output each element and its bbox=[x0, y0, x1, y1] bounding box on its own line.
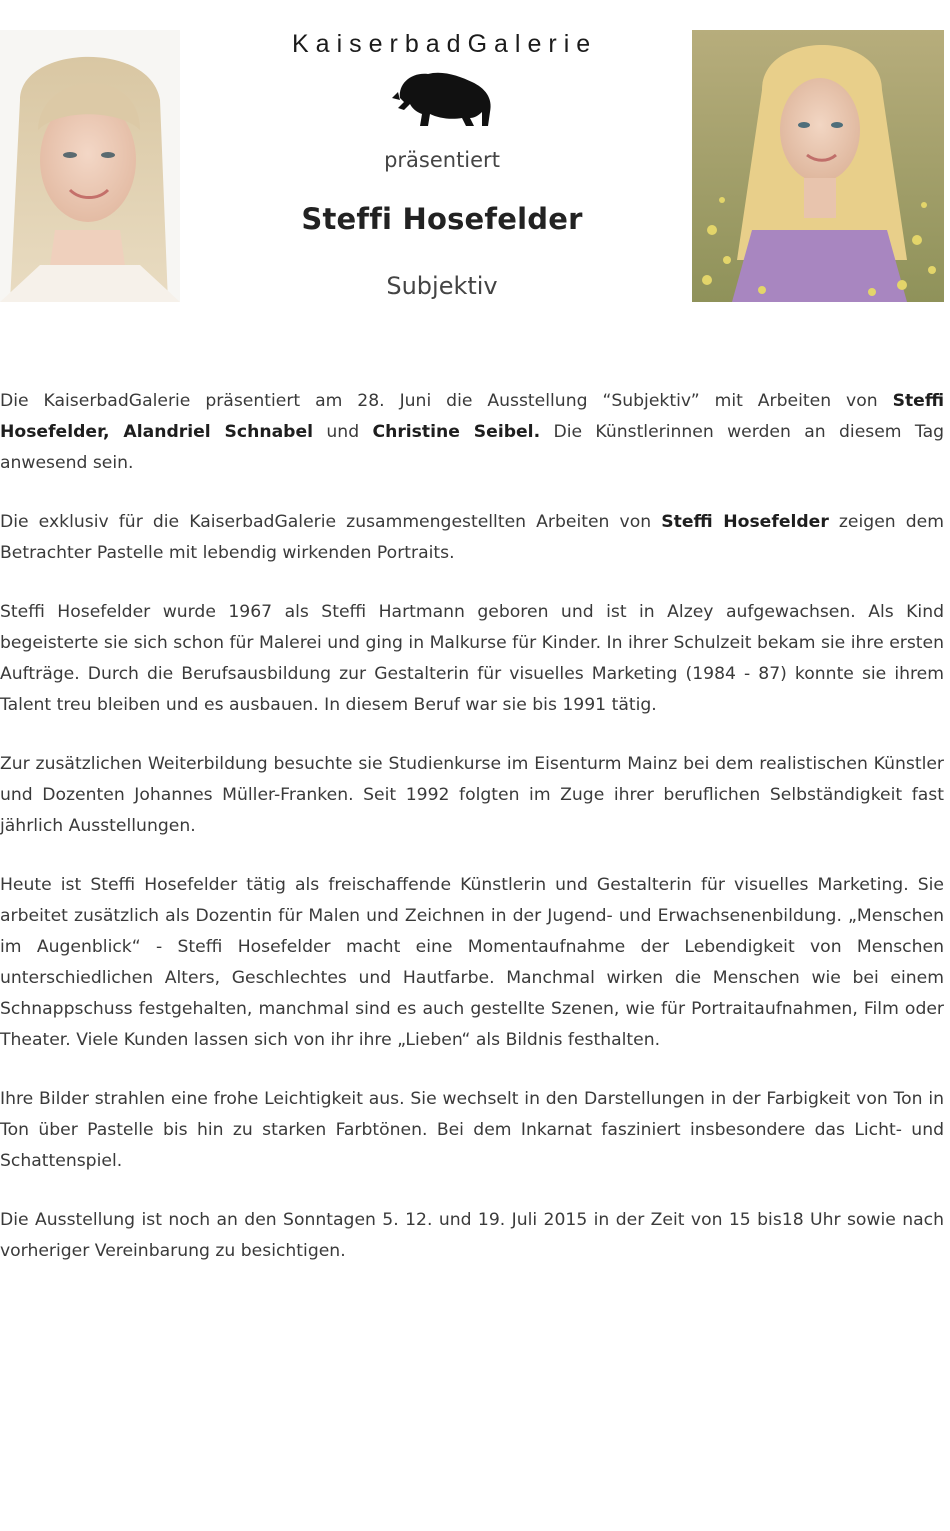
artist-name-bold: Steffi Hosefelder bbox=[661, 512, 829, 532]
artist-name-heading: Steffi Hosefelder bbox=[301, 202, 583, 236]
gallery-brand-name: KaiserbadGalerie bbox=[292, 30, 598, 58]
exclusive-text-1: Die exklusiv für die KaiserbadGalerie zusammengestellten Arbeiten von bbox=[0, 512, 662, 532]
paragraph-training: Zur zusätzlichen Weiterbildung besuchte sie Studienkurse im Eisenturm Mainz bei dem realistischen Künstler und Dozenten Johannes Müller-Franken. Seit 1992 folgten im Zuge ihrer beruflichen Selbständigkeit fast jährlich Ausstellungen. bbox=[0, 754, 944, 836]
artist-portrait-illustration bbox=[0, 30, 180, 302]
intro-text-1: Die KaiserbadGalerie präsentiert am 28. Juni die Ausstellung “Subjektiv” mit Arbeiten von bbox=[0, 391, 893, 411]
paragraph-style: Ihre Bilder strahlen eine frohe Leichtigkeit aus. Sie wechselt in den Darstellungen in der Farbigkeit von Ton in Ton über Pastelle bis hin zu starken Farbtönen. Bei dem Inkarnat fasziniert insbesondere das Licht- und Schattenspiel. bbox=[0, 1089, 944, 1171]
paragraph-current-work: Heute ist Steffi Hosefelder tätig als freischaffende Künstlerin und Gestalterin für visuelles Marketing. Sie arbeitet zusätzlich als Dozentin für Malen und Zeichnen in der Jugend- und Erwachsenenbildung. „Menschen im Augenblick“ - Steffi Hosefelder macht eine Momentaufnahme der Lebendigkeit von Menschen unterschiedlichen Alters, Geschlechtes und Hautfarbe. Manchmal wirken die Menschen wie bei einem Schnappschuss festgehalten, manchmal sind es auch gestellte Szenen, wie für Portraitaufnahmen, Film oder Theater. Viele Kunden lassen sich von ihr ihre „Lieben“ als Bildnis festhalten. bbox=[0, 875, 944, 1050]
artists-names-bold: Steffi Hosefelder, Alandriel Schnabel bbox=[0, 391, 944, 442]
lion-logo-icon bbox=[390, 68, 496, 130]
intro-text-2: und bbox=[313, 422, 373, 442]
artist-name-bold: Christine Seibel. bbox=[372, 422, 541, 442]
paragraph-intro bbox=[0, 386, 944, 479]
paragraph-exclusive bbox=[0, 507, 944, 569]
painting-image bbox=[692, 30, 944, 302]
paragraph-dates: Die Ausstellung ist noch an den Sonntagen 5. 12. und 19. Juli 2015 in der Zeit von 15 bis18 Uhr sowie nach vorheriger Vereinbarung zu besichtigen. bbox=[0, 1210, 944, 1261]
exclusive-text-2: zeigen dem Betrachter Pastelle mit lebendig wirkenden Portraits. bbox=[0, 512, 944, 563]
painting-illustration bbox=[692, 30, 944, 302]
paragraph-biography: Steffi Hosefelder wurde 1967 als Steffi Hartmann geboren und ist in Alzey aufgewachsen. Als Kind begeisterte sie sich schon für Malerei und ging in Malkurse für Kinder. In ihrer Schulzeit bekam sie ihre ersten Aufträge. Durch die Berufsausbildung zur Gestalterin für visuelles Marketing (1984 - 87) konnte sie ihrem Talent treu bleiben und es ausbauen. In diesem Beruf war sie bis 1991 tätig. bbox=[0, 602, 944, 715]
article-body bbox=[0, 386, 944, 1295]
presents-text: präsentiert bbox=[384, 148, 500, 172]
intro-text-3: Die Künstlerinnen werden an diesem Tag anwesend sein. bbox=[0, 422, 945, 473]
exhibition-title: Subjektiv bbox=[386, 272, 498, 300]
artist-portrait-photo bbox=[0, 30, 180, 302]
